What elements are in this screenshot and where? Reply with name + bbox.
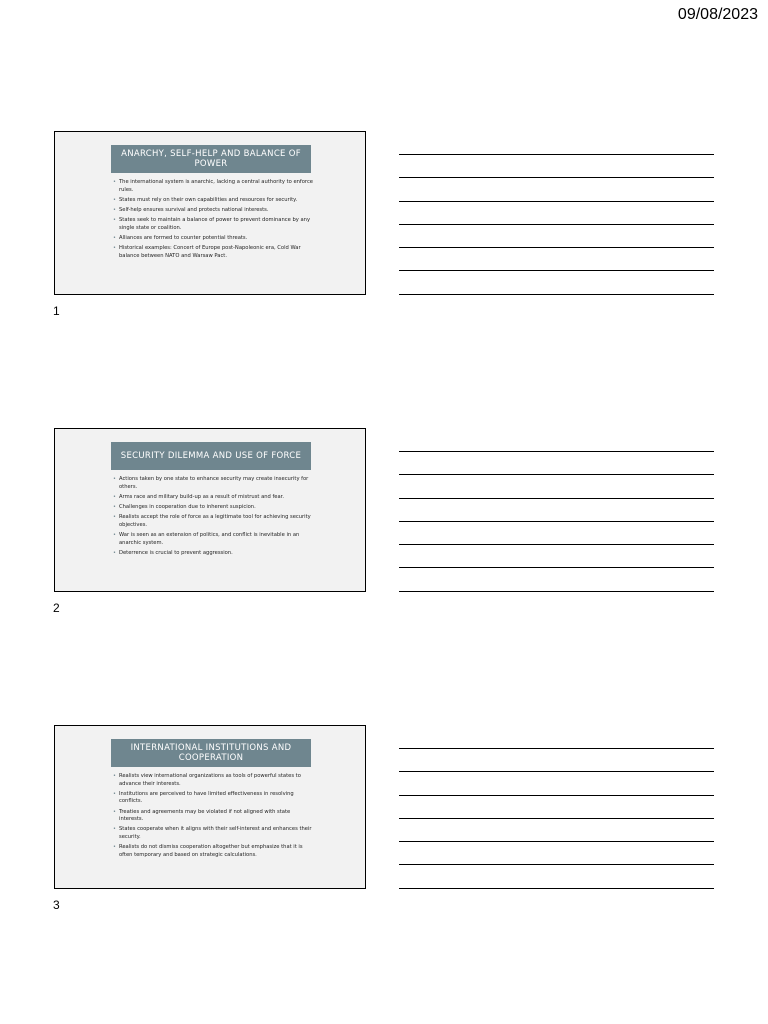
print-date: 09/08/2023 — [677, 6, 758, 23]
slide-bullet: • War is seen as an extension of politics, and conflict is inevitable in an anarchic system. — [113, 532, 313, 547]
note-line — [399, 864, 714, 865]
note-line — [399, 888, 714, 889]
slide-bullet: • States must rely on their own capabilities and resources for security. — [113, 197, 313, 205]
slide-bullet: • Self-help ensures survival and protects national interests. — [113, 207, 313, 215]
slide-bullet: • States seek to maintain a balance of power to prevent dominance by any single state or coalition. — [113, 217, 313, 232]
slide-bullet: • Historical examples: Concert of Europe post-Napoleonic era, Cold War balance between NATO and Warsaw Pact. — [113, 245, 313, 260]
slide-number: 2 — [53, 601, 60, 615]
slide-number: 3 — [53, 898, 60, 912]
slide-bullet: • The international system is anarchic, lacking a central authority to enforce rules. — [113, 179, 313, 194]
note-line — [399, 451, 714, 452]
slide-bullet-list — [113, 476, 313, 560]
note-line — [399, 201, 714, 202]
note-line — [399, 521, 714, 522]
note-line — [399, 771, 714, 772]
note-line — [399, 544, 714, 545]
note-line — [399, 748, 714, 749]
slide-bullet: • Realists do not dismiss cooperation altogether but emphasize that it is often temporary and based on strategic calculations. — [113, 844, 313, 859]
note-line — [399, 567, 714, 568]
note-line — [399, 474, 714, 475]
slide-title: INTERNATIONAL INSTITUTIONS AND COOPERATION — [111, 739, 311, 767]
slide-title: ANARCHY, SELF-HELP AND BALANCE OF POWER — [111, 145, 311, 173]
slide-bullet-list — [113, 773, 313, 862]
slide-bullet: • Institutions are perceived to have limited effectiveness in resolving conflicts. — [113, 791, 313, 806]
slide-bullet: • Deterrence is crucial to prevent aggression. — [113, 550, 313, 558]
note-line — [399, 247, 714, 248]
slide-thumbnail-2 — [54, 428, 366, 592]
slide-bullet-list — [113, 179, 313, 263]
slide-bullet: • Actions taken by one state to enhance security may create insecurity for others. — [113, 476, 313, 491]
note-line — [399, 498, 714, 499]
slide-thumbnail-1 — [54, 131, 366, 295]
note-line — [399, 177, 714, 178]
note-line — [399, 270, 714, 271]
slide-bullet: • Treaties and agreements may be violated if not aligned with state interests. — [113, 809, 313, 824]
note-line — [399, 294, 714, 295]
slide-number: 1 — [53, 304, 60, 318]
slide-bullet: • States cooperate when it aligns with their self-interest and enhances their security. — [113, 826, 313, 841]
slide-thumbnail-3 — [54, 725, 366, 889]
note-line — [399, 841, 714, 842]
slide-bullet: • Alliances are formed to counter potential threats. — [113, 235, 313, 243]
slide-bullet: • Arms race and military build-up as a result of mistrust and fear. — [113, 494, 313, 502]
slide-title: SECURITY DILEMMA AND USE OF FORCE — [111, 442, 311, 470]
slide-bullet: • Realists accept the role of force as a legitimate tool for achieving security objectives. — [113, 514, 313, 529]
note-line — [399, 154, 714, 155]
note-line — [399, 591, 714, 592]
slide-bullet: • Realists view international organizations as tools of powerful states to advance their interests. — [113, 773, 313, 788]
note-line — [399, 795, 714, 796]
note-line — [399, 818, 714, 819]
notes-lines — [399, 748, 714, 911]
notes-lines — [399, 154, 714, 317]
notes-lines — [399, 451, 714, 614]
note-line — [399, 224, 714, 225]
slide-bullet: • Challenges in cooperation due to inherent suspicion. — [113, 504, 313, 512]
